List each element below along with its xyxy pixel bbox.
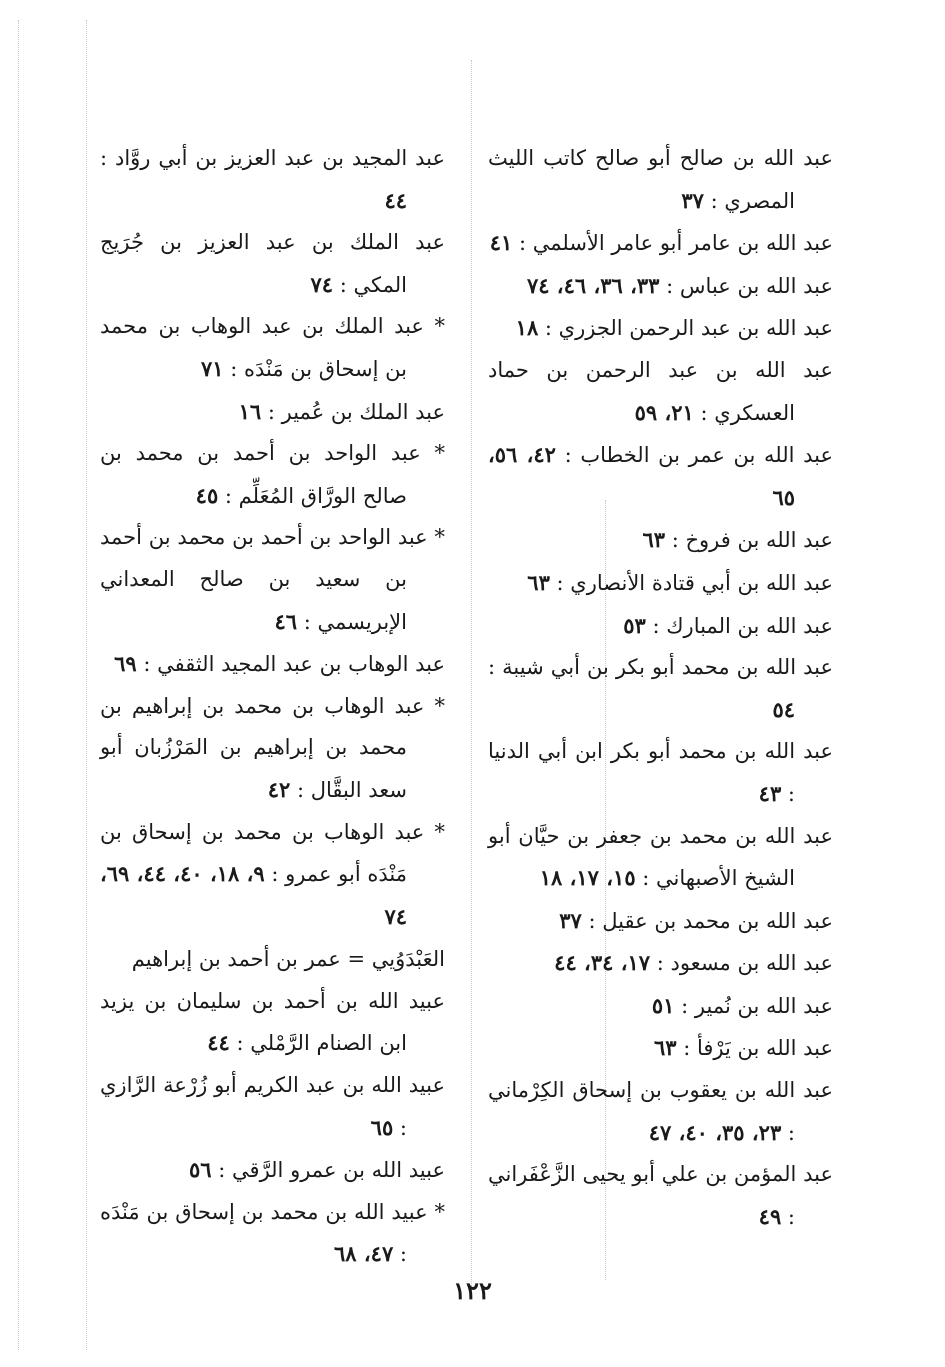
index-entry — [488, 985, 833, 1028]
scan-guide-line — [86, 20, 87, 1350]
entry-pages: ٤٩ — [758, 1203, 782, 1229]
entry-pages: ٥٤ — [772, 696, 795, 722]
entry-name: عبد الله بن محمد بن جعفر بن حيَّان أبو الشيخ الأصبهاني : — [488, 823, 833, 891]
index-entry — [100, 433, 445, 517]
index-entry — [100, 1192, 445, 1276]
entry-pages: ٤٧، ٦٨ — [334, 1241, 394, 1267]
entry-pages: ٤٢، ٥٦، ٦٥ — [488, 442, 795, 510]
entry-name: * عبد الواحد بن أحمد بن محمد بن صالح الورَّاق المُعَلِّم : — [100, 441, 445, 508]
entry-pages: ٣٧ — [559, 907, 582, 933]
entry-pages: ٦٣ — [527, 569, 550, 595]
index-entry — [488, 265, 833, 308]
index-entry — [100, 812, 445, 939]
index-entry — [100, 686, 445, 812]
index-entry — [488, 1154, 833, 1238]
index-entry — [100, 938, 445, 981]
index-entry — [100, 1149, 445, 1192]
entry-pages: ٦٣ — [642, 527, 666, 553]
entry-name: عبد الله بن مسعود : — [656, 951, 833, 976]
entry-name: عبد الله بن محمد أبو بكر ابن أبي الدنيا : — [488, 739, 833, 806]
entry-pages: ٤٤ — [207, 1030, 230, 1056]
entry-pages: ٦٩ — [114, 651, 137, 677]
column-divider — [471, 60, 472, 1290]
entry-name: عبد الله بن يَرْفأ : — [683, 1036, 833, 1061]
index-entry — [100, 643, 445, 686]
entry-pages: ٥٣ — [623, 612, 646, 638]
entry-name: عبد الله بن عبد الرحمن الجزري : — [544, 316, 833, 341]
index-entry — [488, 350, 833, 434]
entry-name: العَبْدَوُيي = عمر بن أحمد بن إبراهيم — [131, 947, 445, 972]
index-column-left — [100, 138, 445, 1276]
entry-pages: ١٧، ٣٤، ٤٤ — [554, 950, 651, 976]
entry-pages: ٤٣ — [758, 780, 782, 806]
entry-pages: ٢١، ٥٩ — [634, 399, 694, 425]
index-entry — [100, 517, 445, 643]
entry-pages: ٧٤ — [310, 271, 334, 297]
entry-pages: ٤٥ — [195, 482, 219, 508]
index-entry — [100, 981, 445, 1065]
entry-pages: ٦٣ — [653, 1035, 677, 1061]
entry-pages: ٥١ — [651, 992, 675, 1018]
index-entry — [488, 1027, 833, 1070]
entry-pages: ٦٥ — [370, 1114, 394, 1140]
entry-name: عبد المجيد بن عبد العزيز بن أبي روَّاد : — [100, 146, 445, 170]
index-entry — [100, 1065, 445, 1149]
entry-name: عبد الله بن عباس : — [666, 273, 833, 298]
entry-name: عبد الله بن المبارك : — [652, 613, 833, 638]
index-entry — [488, 1070, 833, 1154]
index-entry — [488, 942, 833, 985]
entry-name: عبد الله بن نُمير : — [681, 993, 833, 1018]
entry-name: * عبد الملك بن عبد الوهاب بن محمد بن إسحاق بن مَنْدَه : — [100, 314, 445, 381]
index-entry — [488, 900, 833, 943]
entry-pages: ٤١ — [489, 230, 513, 256]
entry-name: عبد الملك بن عبد العزيز بن جُرَيج المكي : — [100, 230, 445, 297]
entry-pages: ٢٣، ٣٥، ٤٠، ٤٧ — [648, 1119, 782, 1145]
index-column-right — [488, 138, 833, 1238]
index-entry — [488, 138, 833, 222]
entry-name: * عبد الوهاب بن محمد بن إسحاق بن مَنْدَه أبو عمرو : — [100, 819, 445, 887]
entry-name: عبد الله بن عمر بن الخطاب : — [564, 443, 833, 468]
index-entry — [100, 138, 445, 222]
entry-name: عبد المؤمن بن علي أبو يحيى الزَّعْفَراني : — [488, 1162, 833, 1229]
index-entry — [488, 434, 833, 519]
entry-name: عبد الله بن صالح أبو صالح كاتب الليث المصري : — [488, 146, 833, 213]
index-entry — [488, 519, 833, 562]
entry-pages: ٧١ — [201, 355, 224, 381]
index-entry — [488, 647, 833, 731]
entry-name: عبد الله بن يعقوب بن إسحاق الكِرْماني : — [488, 1078, 833, 1145]
entry-name: * عبيد الله بن محمد بن إسحاق بن مَنْدَه : — [100, 1199, 445, 1267]
index-entry — [488, 307, 833, 350]
entry-pages: ٤٢ — [267, 776, 291, 802]
page-number: ١٢٢ — [453, 1276, 492, 1305]
entry-name: عبد الله بن أبي قتادة الأنصاري : — [556, 570, 833, 595]
entry-pages: ٣٣، ٣٦، ٤٦، ٧٤ — [526, 272, 660, 298]
entry-pages: ٩، ١٨، ٤٠، ٤٤، ٦٩، ٧٤ — [99, 861, 407, 929]
entry-name: * عبد الواحد بن أحمد بن محمد بن أحمد بن سعيد بن صالح المعداني الإبريسمي : — [100, 525, 445, 634]
index-entry — [488, 731, 833, 815]
entry-pages: ٤٦ — [274, 608, 298, 634]
entry-name: عبيد الله بن عبد الكريم أبو زُرْعة الرَّازي : — [100, 1073, 445, 1140]
entry-name: عبد الملك بن عُمير : — [267, 399, 445, 424]
entry-pages: ٤٤ — [384, 187, 407, 213]
index-entry — [488, 562, 833, 605]
entry-name: عبيد الله بن أحمد بن سليمان بن يزيد ابن الصنام الرَّمْلي : — [100, 988, 445, 1056]
entry-pages: ٣٧ — [681, 187, 704, 213]
index-entry — [100, 391, 445, 434]
index-entry — [488, 816, 833, 900]
index-entry — [488, 605, 833, 648]
index-entry — [488, 222, 833, 265]
entry-name: عبد الوهاب بن عبد المجيد الثقفي : — [143, 652, 445, 677]
entry-name: * عبد الوهاب بن محمد بن إبراهيم بن محمد بن إبراهيم بن المَرْزُبان أبو سعد البقَّال : — [100, 693, 445, 802]
index-entry — [100, 306, 445, 390]
entry-pages: ٥٦ — [189, 1157, 212, 1183]
entry-name: عبد الله بن عبد الرحمن بن حماد العسكري : — [488, 357, 833, 425]
entry-name: عبد الله بن محمد بن عقيل : — [588, 908, 833, 933]
entry-pages: ١٦ — [238, 398, 262, 424]
entry-pages: ١٥، ١٧، ١٨ — [539, 865, 636, 891]
scan-guide-line — [18, 20, 19, 1350]
entry-pages: ١٨ — [515, 315, 539, 341]
index-entry — [100, 222, 445, 306]
entry-name: عبد الله بن عامر أبو عامر الأسلمي : — [518, 231, 833, 256]
entry-name: عبد الله بن فروخ : — [671, 528, 833, 553]
entry-name: عبيد الله بن عمرو الرَّقي : — [218, 1158, 445, 1183]
entry-name: عبد الله بن محمد أبو بكر بن أبي شيبة : — [488, 655, 833, 680]
